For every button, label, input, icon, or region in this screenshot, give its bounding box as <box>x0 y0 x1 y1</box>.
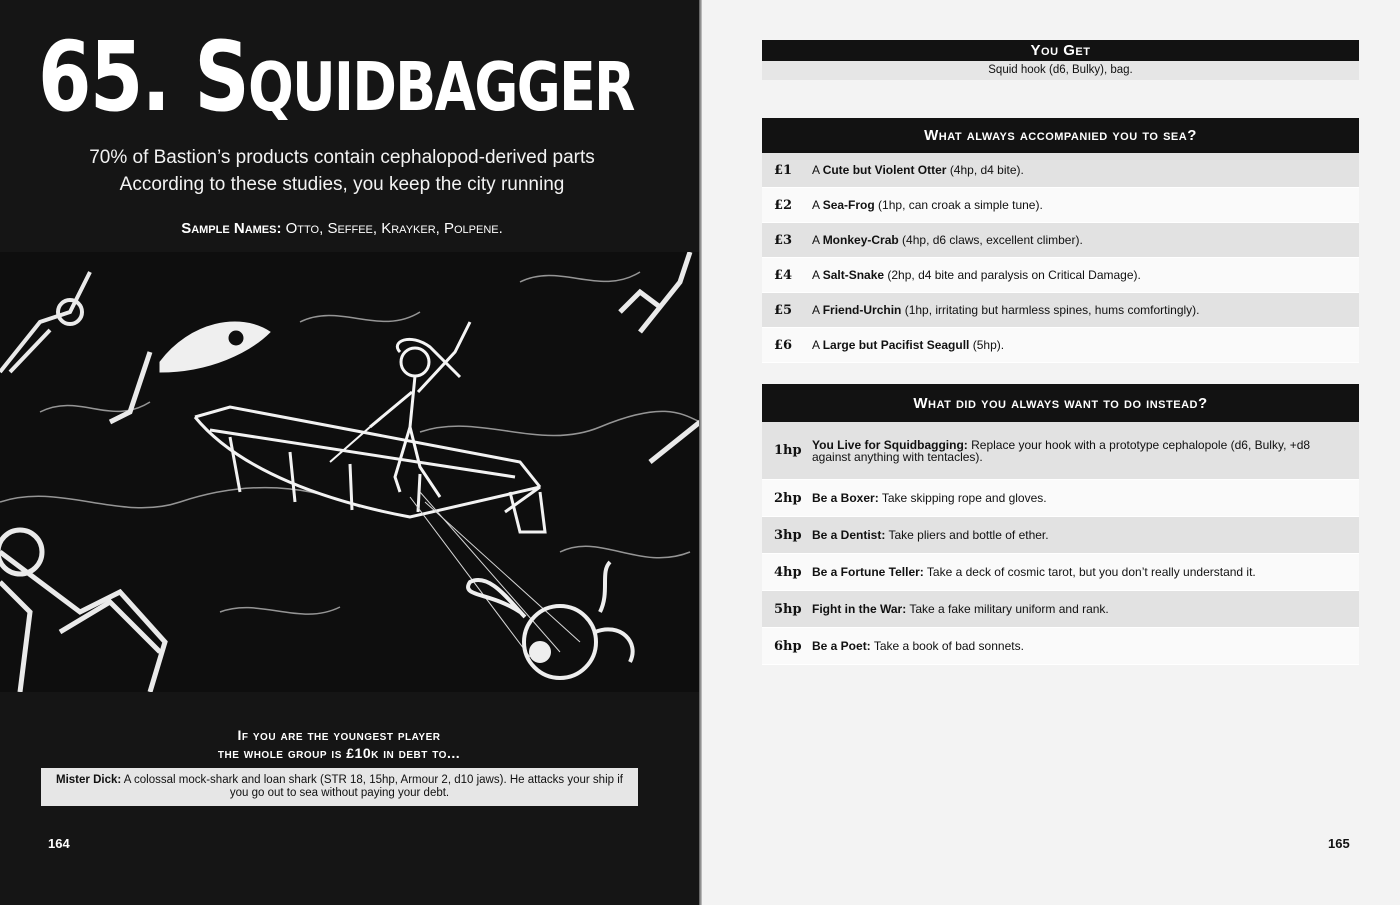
table-row <box>762 517 1359 554</box>
squid-hunter-illustration <box>0 252 700 692</box>
table-row <box>762 258 1359 293</box>
right-page <box>702 0 1400 905</box>
row-text: You Live for Squidbagging: Replace your hook with a prototype cephalopole (d6, Bulky, +d8 against anything with tentacles). <box>812 437 1311 464</box>
row-text: Fight in the War: Take a fake military uniform and rank. <box>812 602 1109 616</box>
sample-names <box>0 220 684 237</box>
instead-table-heading: What did you always want to do instead? <box>762 384 1359 422</box>
row-text: A Cute but Violent Otter (4hp, d4 bite). <box>812 163 1024 177</box>
creditor-description: A colossal mock-shark and loan shark (STR 18, 15hp, Armour 2, d10 jaws). He attacks your ship if you go out to sea without paying your debt. <box>123 774 623 799</box>
row-roll: £2 <box>774 197 793 213</box>
page-number-left: 164 <box>48 836 70 851</box>
row-text: A Salt-Snake (2hp, d4 bite and paralysis on Critical Damage). <box>812 268 1141 282</box>
row-roll: 4hp <box>774 564 802 580</box>
row-text: Be a Fortune Teller: Take a deck of cosmic tarot, but you don’t really understand it. <box>812 565 1256 579</box>
companion-table <box>762 118 1359 363</box>
debt-heading <box>40 726 638 762</box>
row-text: Be a Dentist: Take pliers and bottle of ether. <box>812 528 1049 542</box>
row-roll: 2hp <box>774 490 802 506</box>
row-text: Be a Poet: Take a book of bad sonnets. <box>812 639 1024 653</box>
row-roll: £6 <box>774 337 793 353</box>
row-roll: £1 <box>774 162 793 178</box>
row-roll: 5hp <box>774 601 802 617</box>
table-row <box>762 223 1359 258</box>
row-roll: 1hp <box>774 443 802 458</box>
row-text: A Monkey-Crab (4hp, d6 claws, excellent climber). <box>812 233 1083 247</box>
row-roll: 6hp <box>774 638 802 654</box>
row-roll: £4 <box>774 267 793 283</box>
you-get-items: Squid hook (d6, Bulky), bag. <box>762 61 1359 80</box>
table-row <box>762 628 1359 665</box>
row-text: A Friend-Urchin (1hp, irritating but harmless spines, hums comfortingly). <box>812 303 1200 317</box>
companion-rows <box>762 153 1359 363</box>
instead-rows <box>762 422 1359 665</box>
subtitle-line-2: According to these studies, you keep the city running <box>119 174 565 195</box>
sample-names-list: Otto, Seffee, Krayker, Polpene. <box>285 220 503 237</box>
table-row <box>762 153 1359 188</box>
row-text: A Sea-Frog (1hp, can croak a simple tune). <box>812 198 1043 212</box>
subtitle-line-1: 70% of Bastion’s products contain cephalopod-derived parts <box>89 147 595 168</box>
table-row <box>762 188 1359 223</box>
row-text: Be a Boxer: Take skipping rope and gloves. <box>812 491 1047 505</box>
debt-heading-line-2: the whole group is £10k in debt to... <box>217 745 461 761</box>
page-number-right: 165 <box>1328 836 1350 851</box>
table-row <box>762 591 1359 628</box>
sample-names-label: Sample Names: <box>181 220 282 237</box>
companion-table-heading: What always accompanied you to sea? <box>762 118 1359 153</box>
row-roll: 3hp <box>774 527 802 543</box>
creditor-name: Mister Dick: <box>56 774 122 786</box>
table-row <box>762 480 1359 517</box>
you-get-table <box>762 40 1359 80</box>
debt-creditor-box <box>41 768 638 806</box>
table-row <box>762 293 1359 328</box>
row-text: A Large but Pacifist Seagull (5hp). <box>812 338 1005 352</box>
debt-heading-line-1: If you are the youngest player <box>237 727 441 743</box>
row-roll: £3 <box>774 232 793 248</box>
instead-table <box>762 384 1359 665</box>
row-roll: £5 <box>774 302 793 318</box>
you-get-heading: You Get <box>762 40 1359 61</box>
table-row <box>762 554 1359 591</box>
table-row <box>762 422 1359 480</box>
page-title: 65. Squidbagger <box>38 21 634 133</box>
table-row <box>762 328 1359 363</box>
